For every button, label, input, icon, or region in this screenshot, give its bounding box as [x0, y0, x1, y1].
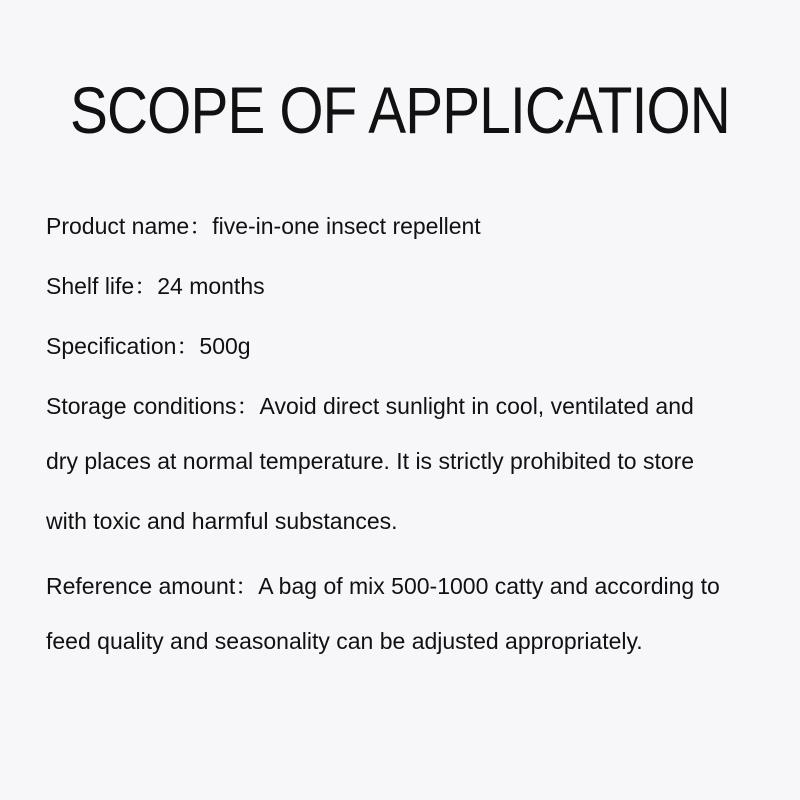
- storage-line-2: dry places at normal temperature. It is strictly prohibited to store: [46, 448, 695, 474]
- page-title: SCOPE OF APPLICATION: [70, 73, 730, 147]
- reference-line-1: Reference amount：A bag of mix 500-1000 catty and according to: [46, 573, 720, 599]
- storage-line-1: Storage conditions：Avoid direct sunlight in cool, ventilated and: [46, 393, 694, 419]
- storage-line-3: with toxic and harmful substances.: [46, 508, 398, 534]
- product-name-line: Product name：five-in-one insect repellent: [46, 213, 481, 239]
- shelf-life-line: Shelf life：24 months: [46, 273, 265, 299]
- specification-line: Specification：500g: [46, 333, 251, 359]
- reference-line-2: feed quality and seasonality can be adjusted appropriately.: [46, 628, 643, 654]
